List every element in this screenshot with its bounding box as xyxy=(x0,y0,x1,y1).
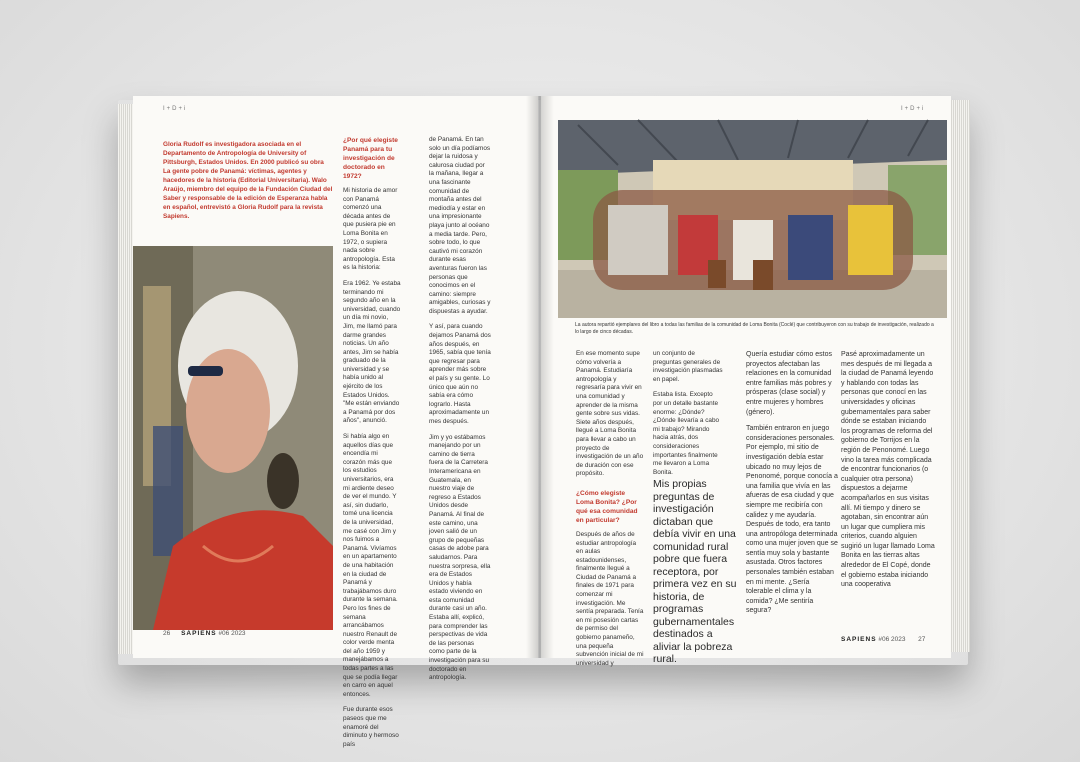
paragraph: Mi historia de amor con Panamá comenzó una década antes de que pusiera pie en Loma Bonita en 1972, o supiera nada sobre antropología. Esta es la historia: xyxy=(343,187,398,272)
paragraph: de Panamá. En tan solo un día podíamos dejar la ruidosa y calurosa ciudad por la mañana, llegar a una fascinante comunidad de montaña antes del mediodía y estar en una impresionante playa junto al océano a media tarde. Pero, sobre todo, lo que cautivó mi corazón durante esas aventuras fueron las personas que conocimos en el camino: siempre amigables, curiosas y dispuestas a ayudar. xyxy=(429,136,491,315)
paragraph: Después de años de estudiar antropología en aulas estadounidenses, finalmente llegué a Ciudad de Panamá a finales de 1971 para comenzar mi investigación. Me sentía preparada. Tenía en mi posesión cartas de permiso del gobierno panameño, una pequeña subvención inicial de mi universidad y xyxy=(576,530,644,667)
paragraph: Pasé aproximadamente un mes después de mi llegada a la ciudad de Panamá leyendo y hablando con todas las personas que conocí en las universidades y oficinas gubernamentales para saber dónde se estaban iniciando los programas de reforma del gobierno de Torrijos en la región de Penonomé. Luego vino la tarea más complicada de encontrar funcionarios (o cualquier otra persona) dispuestos a dejarme acompañarlos en sus visitas allí. Mi tiempo y dinero se agotaban, sin encontrar aún un lugar que cumpliera mis criterios, cuando alguien sugirió un lugar llamado Loma Bonita en las tierras altas alrededor de El Copé, donde el gobierno estaba iniciando una cooperativa xyxy=(841,351,935,589)
paragraph: un conjunto de preguntas generales de investigación plasmadas en papel. xyxy=(653,350,723,383)
photo-caption: La autora repartió ejemplares del libro a todas las familias de la comunidad de Loma Bonita (Coclé) que contribuyeron con su trabajo de investigación, realizado a lo largo de cinco décadas. xyxy=(575,322,934,335)
right-column-4 xyxy=(841,350,936,597)
right-column-1 xyxy=(576,350,644,675)
paragraph: En ese momento supe cómo volvería a Panamá. Estudiaría antropología y regresaría para vivir en una comunidad y aprender de la misma gente sobre sus vidas. Siete años después, llegué a Loma Bonita para llevar a cabo un proyecto de investigación de un año de duración con ese propósito. xyxy=(576,350,644,478)
section-tag: I+D+i xyxy=(163,106,188,112)
community-group-photo xyxy=(558,120,947,318)
right-page-edge xyxy=(950,100,970,652)
paragraph: Fue durante esos paseos que me enamoré del diminuto y hermoso país xyxy=(343,706,399,748)
intro-text: Gloria Rudolf es investigadora asociada en el Departamento de Antropología de University of Pittsburgh, Estados Unidos. En 2000 publicó su obra La gente pobre de Panamá: víctimas, agentes y hacedores de la historia (Editorial Universitaria). Walo Araújo, miembro del equipo de la Fundación Ciudad del Saber y responsable de la edición de Esperanza habla en español, entrevistó a Gloria Rudolf para la revista Sapiens. xyxy=(163,141,333,220)
magazine-name: SAPIENS xyxy=(841,636,877,643)
paragraph: También entraron en juego consideraciones personales. Por ejemplo, mi sitio de investigación debía estar ubicado no muy lejos de Penonomé, porque conocía a una familia que vivía en las afueras de esa ciudad y que siempre me recibiría con calidez y me ayudaría. Después de todo, era tanto una antropóloga determinada como una mujer joven que se sentía muy sola y bastante asustada. Otros factores personales también estaban en mi mente. ¿Sería tolerable el clima y la comida? ¿Me sentiría segura? xyxy=(746,425,838,615)
right-footer xyxy=(841,636,925,643)
paragraph: Quería estudiar cómo estos proyectos afectaban las relaciones en la comunidad entre familias más pobres y prósperas (clase social) y entre mujeres y hombres (género). xyxy=(746,351,832,416)
left-column-1 xyxy=(343,136,401,756)
pull-quote: Mis propias preguntas de investigación dictaban que debía vivir en una comunidad rural pobre que fuera receptora, por primera vez en su historia, de programas gubernamentales destinados a aliviar la pobreza rural. xyxy=(653,478,737,665)
right-page xyxy=(541,96,951,667)
paragraph: Jim y yo estábamos manejando por un camino de tierra fuera de la Carretera Interamericana en Guatemala, en nuestro viaje de regreso a Estados Unidos desde Panamá. Al final de este camino, una joven salió de un grupo de pequeñas casas de adobe para saludarnos. Para nuestra sorpresa, ella era de Estados Unidos y había estado viviendo en esta comunidad durante casi un año. Estaba allí, explicó, para comprender las perspectivas de vida de las personas como parte de la investigación para su doctorado en antropología. xyxy=(429,433,491,682)
right-column-2 xyxy=(653,350,723,484)
left-column-2 xyxy=(429,136,491,690)
paragraph: Y así, para cuando dejamos Panamá dos años después, en 1965, sabía que tenía que regresar para aprender más sobre el país y su gente. Lo único que aún no sabía era cómo lograrlo. Hasta aproximadamente un mes después. xyxy=(429,323,491,425)
magazine-name: SAPIENS xyxy=(181,630,217,637)
page-number: 27 xyxy=(918,636,926,643)
page-number: 26 xyxy=(163,630,171,637)
left-footer xyxy=(163,630,246,637)
portrait-photo xyxy=(133,246,333,630)
paragraph: Estaba lista. Excepto por un detalle bastante enorme: ¿Dónde? ¿Dónde llevaría a cabo mi trabajo? Mirando hacia atrás, dos consideraciones importantes finalmente me llevaron a Loma Bonita. xyxy=(653,391,720,476)
paragraph: Era 1962. Ye estaba terminando mi segundo año en la universidad, cuando un día mi novio, Jim, me llamó para darme grandes noticias. Un año antes, Jim se había graduado de la universidad y se había unido al ejército de los Estados Unidos. "Me están enviando a Panamá por dos años", anunció. xyxy=(343,279,401,425)
magazine-issue: #06 2023 xyxy=(218,630,246,637)
paragraph: Si había algo en aquellos días que encendía mi corazón más que los estudios universitarios, era mi ardiente deseo de ver el mundo. Y así, sin dudarlo, tomé una licencia de la universidad, me casé con Jim y nos fuimos a Panamá. Vivíamos en un apartamento de una habitación en la ciudad de Panamá y trabajábamos duro durante la semana. Pero los fines de semana arrancábamos nuestro Renault de color verde menta del año 1959 y manejábamos a todas partes a las que se podía llegar en carro en aquel entonces. xyxy=(343,433,398,698)
left-page xyxy=(133,96,538,748)
question-2: ¿Cómo elegiste Loma Bonita? ¿Por qué esa comunidad en particular? xyxy=(576,489,638,524)
right-column-3 xyxy=(746,350,838,623)
magazine-issue: #06 2023 xyxy=(878,636,906,643)
question-1: ¿Por qué elegiste Panamá para tu investigación de doctorado en 1972? xyxy=(343,137,398,180)
left-page-edge xyxy=(118,104,134,654)
section-tag: I+D+i xyxy=(901,106,926,112)
